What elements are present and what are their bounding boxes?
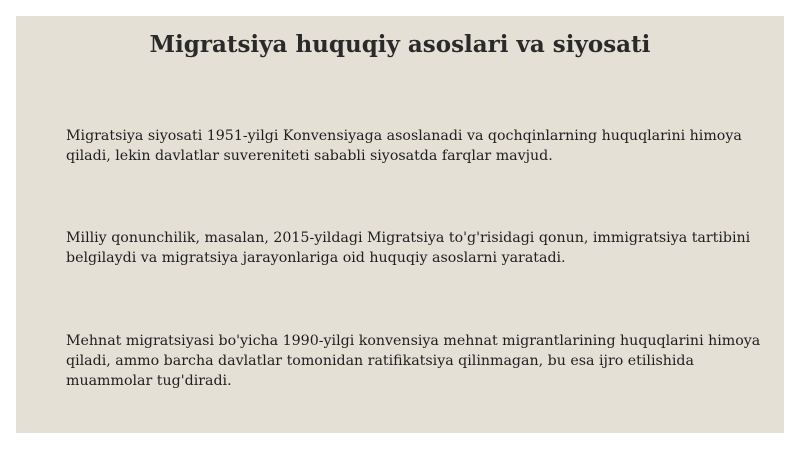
paragraph-2: Milliy qonunchilik, masalan, 2015-yildagi Migratsiya to'g'risidagi qonun, immigratsiya tartibini belgilaydi va migratsiya jarayonlariga oid huquqiy asoslarni yaratadi. [66, 230, 751, 266]
slide-title: Migratsiya huquqiy asoslari va siyosati [149, 31, 651, 58]
paragraph-3: Mehnat migratsiyasi bo'yicha 1990-yilgi konvensiya mehnat migrantlarining huquqlarini himoya qiladi, ammo barcha davlatlar tomonidan ratifikatsiya qilinmagan, bu esa ijro etilishida muammolar tug'diradi. [66, 333, 761, 389]
paragraph-1: Migratsiya siyosati 1951-yilgi Konvensiyaga asoslanadi va qochqinlarning huquqlarini himoya qiladi, lekin davlatlar suvereniteti sababli siyosatda farqlar mavjud. [66, 128, 742, 164]
slide [16, 16, 784, 433]
